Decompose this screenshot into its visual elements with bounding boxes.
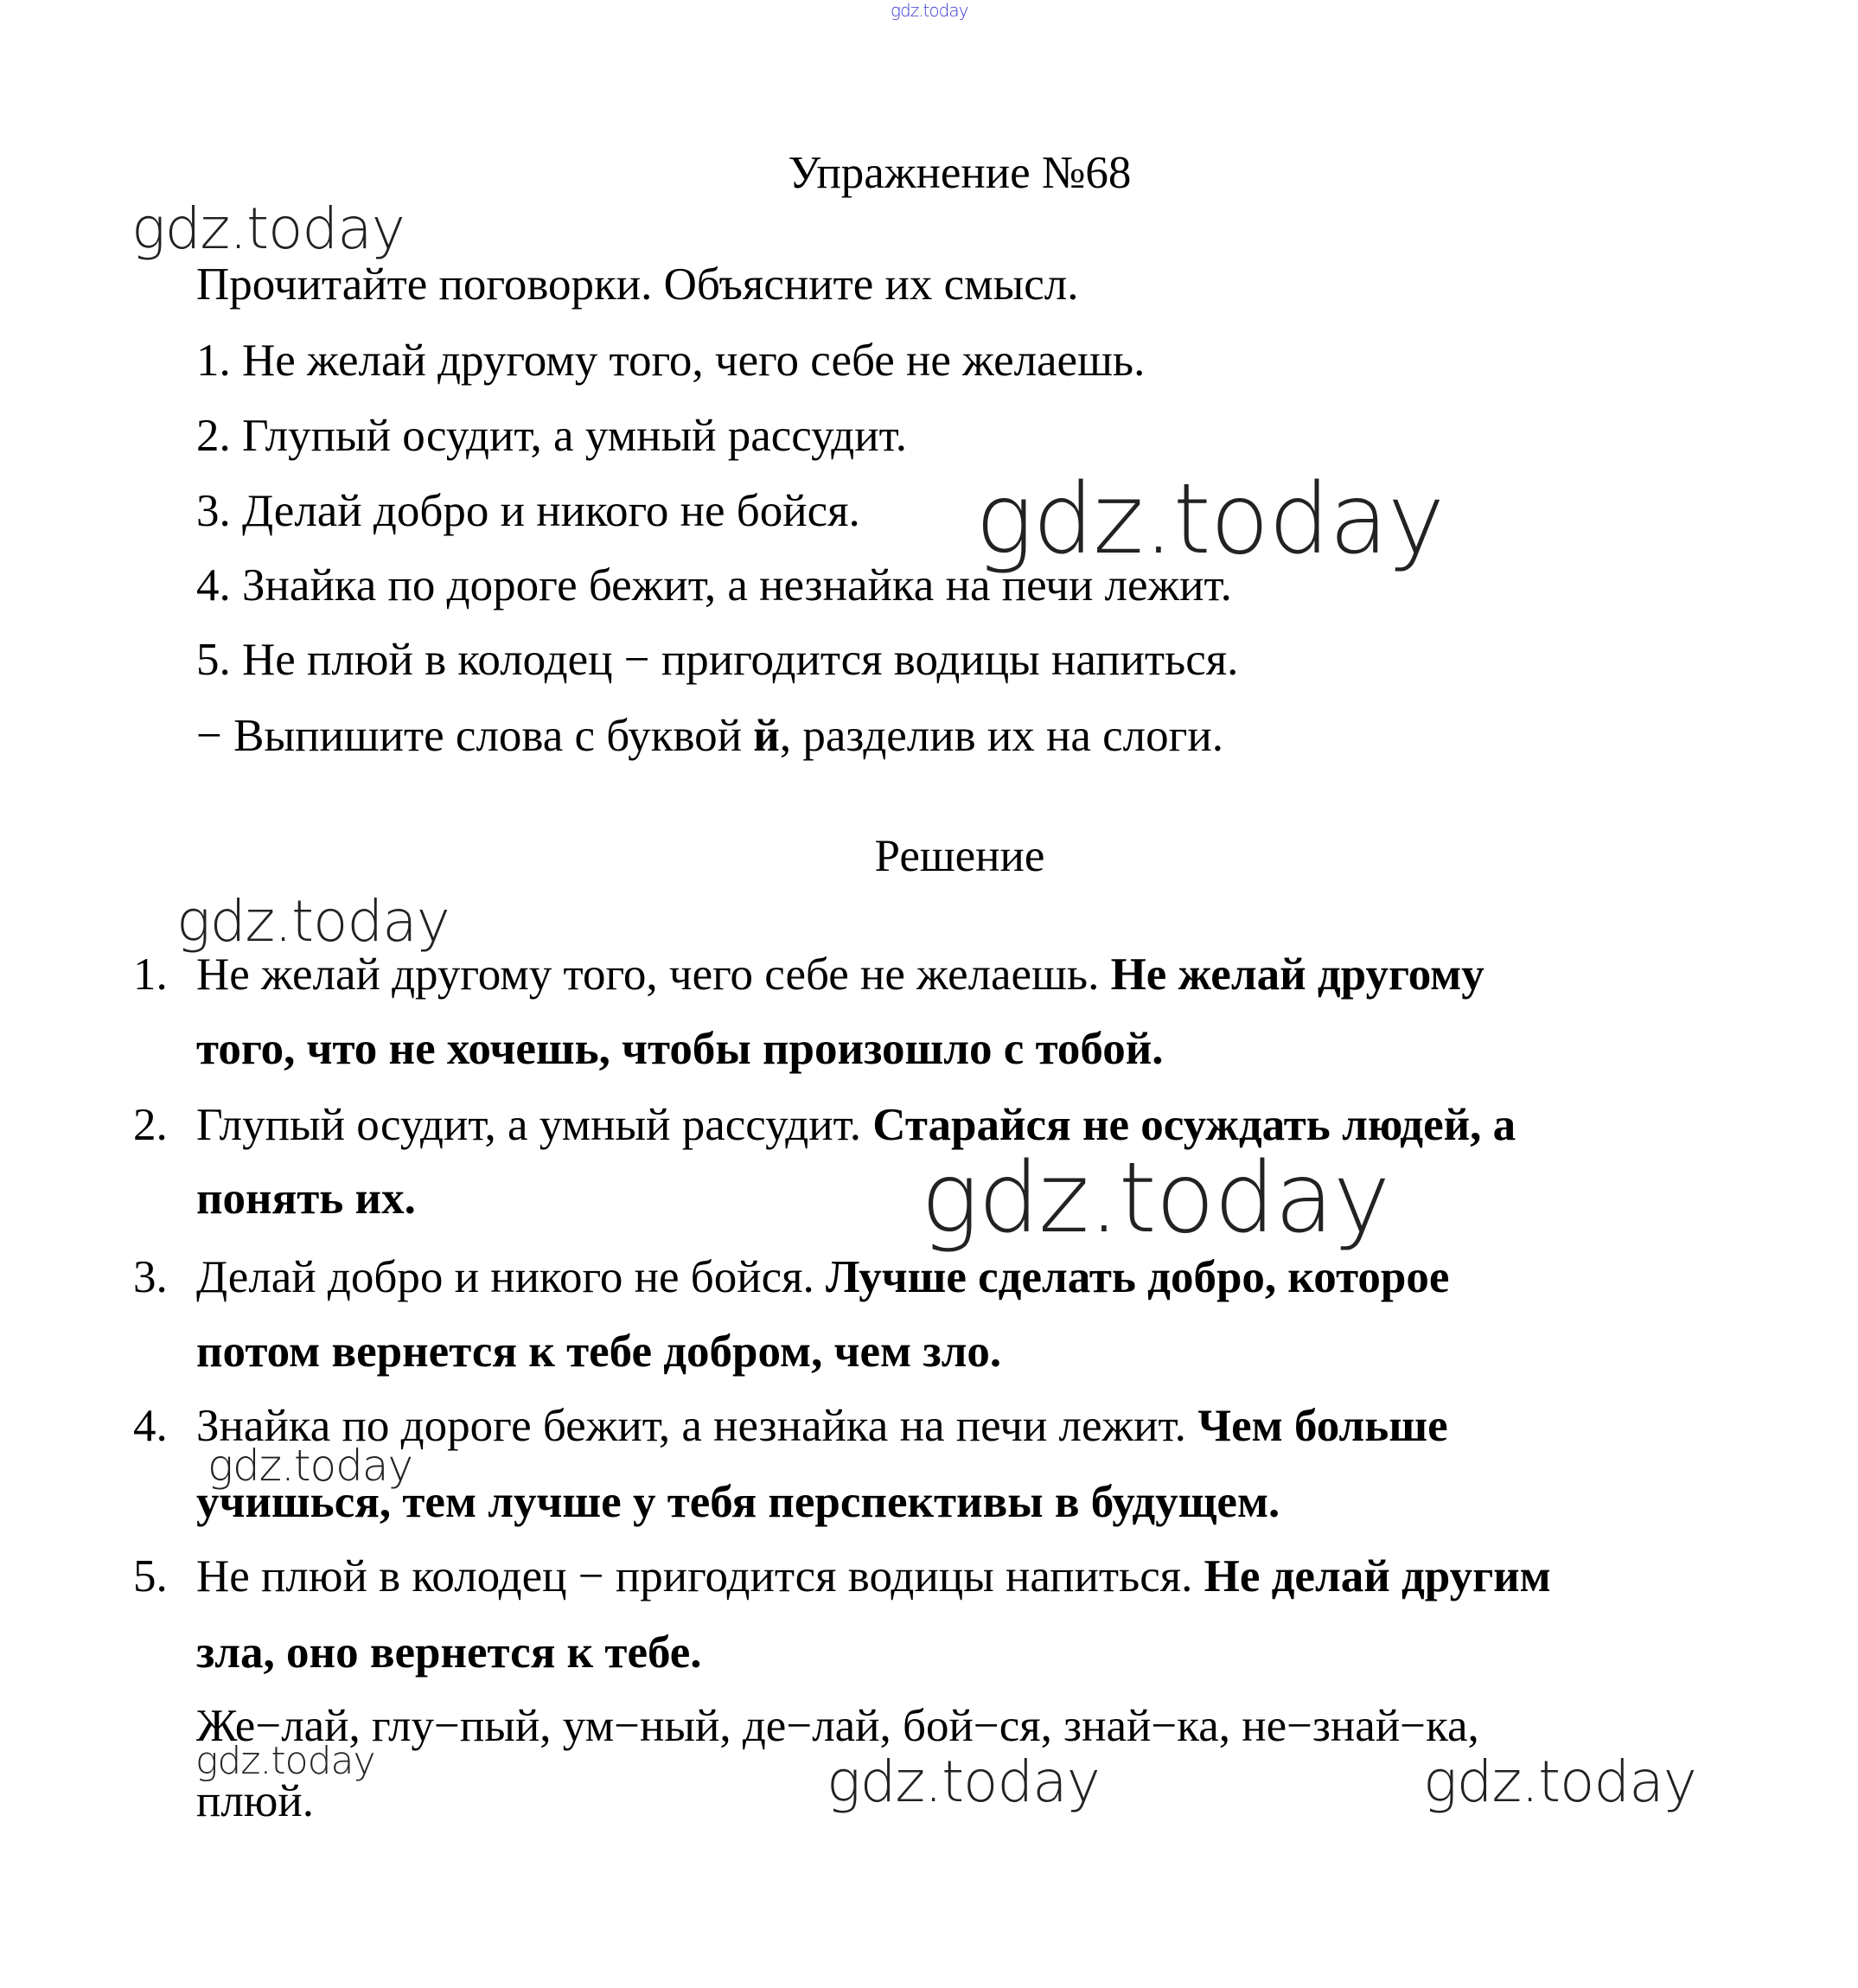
- explanation: учишься, тем лучше у тебя перспективы в будущем.: [196, 1477, 1280, 1527]
- task-item: 1. Не желай другому того, чего себе не желаешь.: [196, 336, 1146, 386]
- watermark: gdz.today: [131, 195, 405, 262]
- proverb: Не желай другому того, чего себе не желаешь.: [196, 949, 1111, 1000]
- proverb: Делай добро и никого не бойся.: [196, 1252, 827, 1302]
- solution-number: 5.: [133, 1551, 168, 1601]
- solution-number: 4.: [133, 1401, 168, 1451]
- solution-item: [196, 940, 1484, 1009]
- explanation: Лучше сделать добро, которое: [826, 1252, 1450, 1302]
- explanation: потом вернется к тебе добром, чем зло.: [196, 1326, 1002, 1377]
- solution-number: 1.: [133, 949, 168, 1000]
- extra-letter: й: [753, 711, 780, 761]
- syllables-line: Же−лай, глу−пый, ум−ный, де−лай, бой−ся, знай−ка, не−знай−ка,: [196, 1701, 1479, 1751]
- solution-item-cont: [196, 1317, 1001, 1386]
- watermark: gdz.today: [1423, 1748, 1696, 1815]
- solution-item-cont: [196, 1014, 1164, 1083]
- explanation: понять их.: [196, 1173, 416, 1224]
- solution-number: 3.: [133, 1252, 168, 1302]
- explanation: Старайся не осуждать людей, а: [872, 1100, 1516, 1150]
- watermark: gdz.today: [208, 1441, 413, 1491]
- watermark: gdz.today: [921, 1142, 1390, 1255]
- watermark: gdz.today: [975, 463, 1445, 576]
- solution-number: 2.: [133, 1100, 168, 1150]
- solution-item-cont: [196, 1164, 416, 1233]
- syllables-line: плюй.: [196, 1776, 315, 1826]
- task-item: 4. Знайка по дороге бежит, а незнайка на печи лежит.: [196, 560, 1232, 610]
- solution-item-cont: [196, 1618, 702, 1687]
- task-item: 3. Делай добро и никого не бойся.: [196, 486, 860, 536]
- explanation: того, что не хочешь, чтобы произошло с тобой.: [196, 1024, 1164, 1074]
- proverb: Не плюй в колодец − пригодится водицы напиться.: [196, 1551, 1204, 1601]
- task-item: 5. Не плюй в колодец − пригодится водицы напиться.: [196, 635, 1239, 685]
- watermark-top: gdz.today: [891, 0, 968, 21]
- extra-suffix: , разделив их на слоги.: [779, 711, 1223, 761]
- solution-heading: Решение: [874, 831, 1045, 881]
- proverb: Глупый осудит, а умный рассудит.: [196, 1100, 873, 1150]
- solution-item: [196, 1243, 1449, 1312]
- watermark: gdz.today: [195, 1739, 375, 1783]
- page-title: Упражнение №68: [788, 148, 1132, 198]
- watermark: gdz.today: [827, 1748, 1100, 1815]
- task-extra: [196, 701, 1223, 770]
- explanation: Не делай другим: [1204, 1551, 1551, 1601]
- explanation: Чем больше: [1197, 1401, 1448, 1451]
- proverb: Знайка по дороге бежит, а незнайка на печи лежит.: [196, 1401, 1198, 1451]
- task-instruction: Прочитайте поговорки. Объясните их смысл.: [196, 259, 1079, 310]
- watermark: gdz.today: [176, 888, 450, 955]
- solution-item: [196, 1542, 1551, 1611]
- explanation: зла, оно вернется к тебе.: [196, 1627, 702, 1678]
- explanation: Не желай другому: [1110, 949, 1484, 1000]
- task-item: 2. Глупый осудит, а умный рассудит.: [196, 411, 907, 461]
- extra-prefix: − Выпишите слова с буквой: [196, 711, 754, 761]
